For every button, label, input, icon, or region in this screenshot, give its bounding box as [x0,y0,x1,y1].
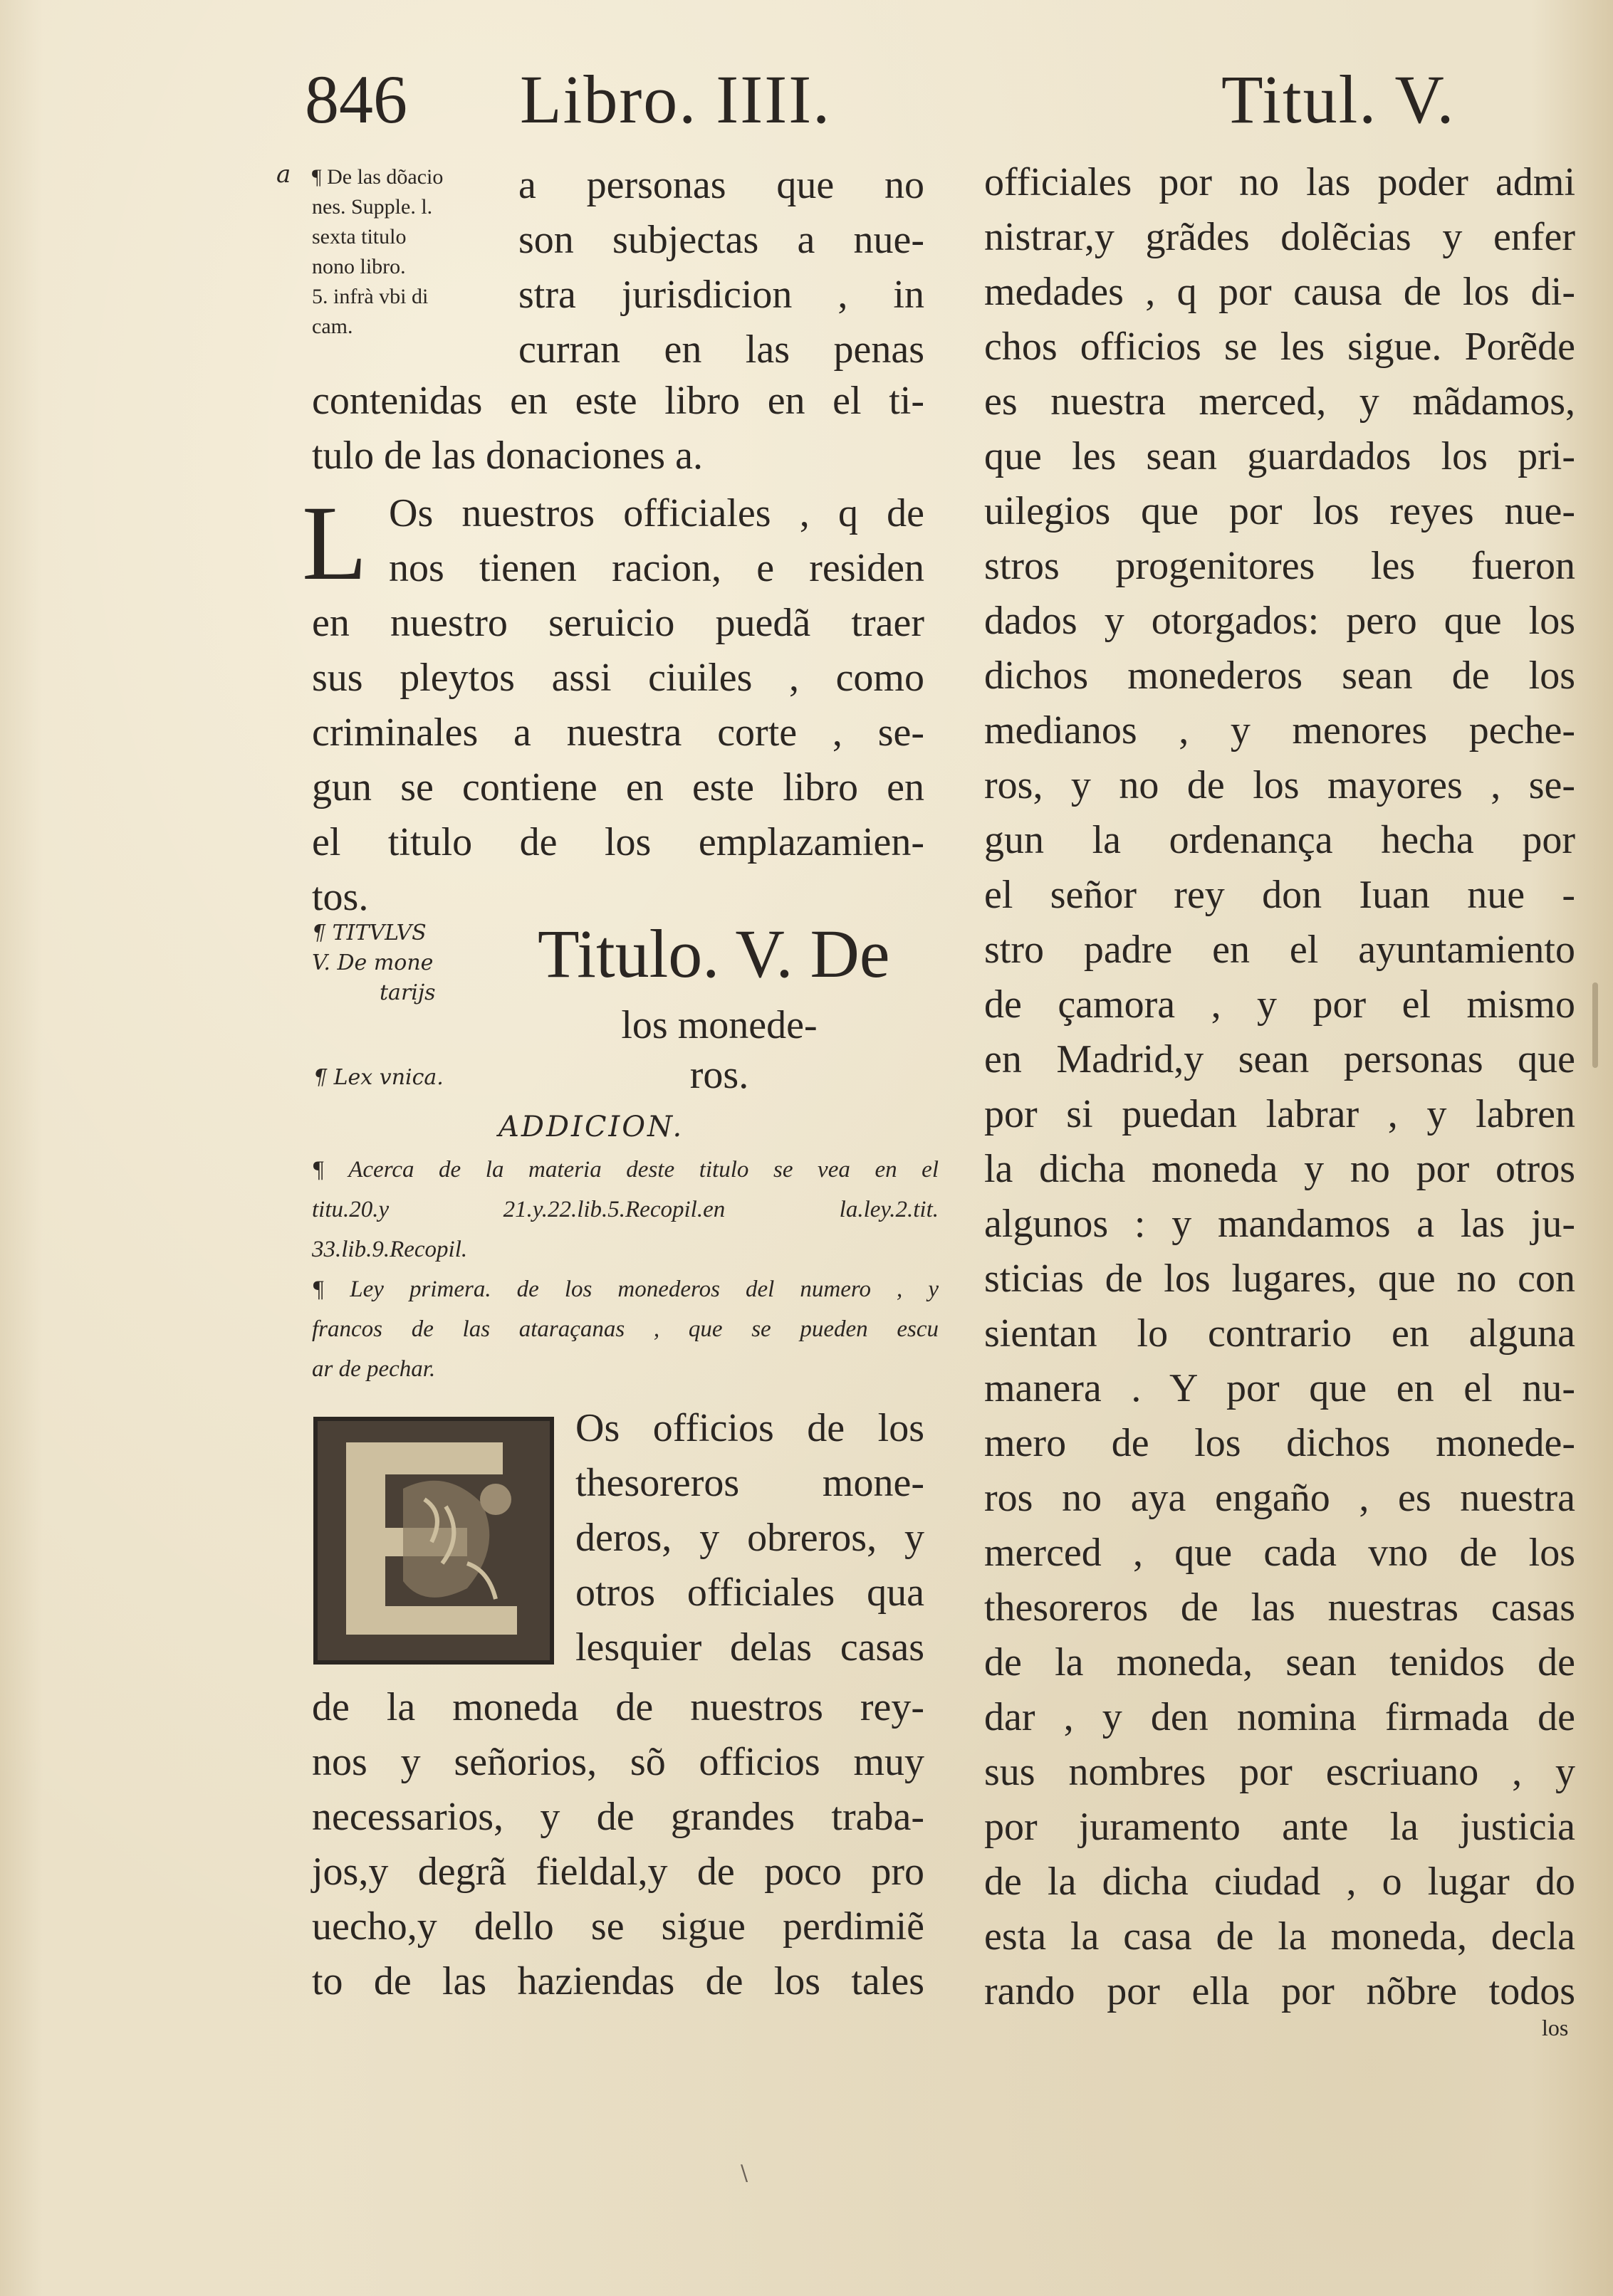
text-line: dichos monederos sean de los [984,654,1575,698]
text-line: otros officiales qua [575,1571,924,1615]
left-paragraph-2 [312,486,924,925]
text-line: chos officios se les sigue. Porẽde [984,325,1575,369]
catchword: los [1542,2015,1569,2040]
left-paragraph-3 [312,1680,924,2009]
text-line: tos. [312,875,369,919]
text-line: esta la casa de la moneda, decla [984,1914,1575,1959]
text-line: merced , que cada vno de los [984,1531,1575,1575]
running-head-title: Titul. V. [1221,61,1456,137]
left-continuation [312,374,924,483]
margin-note-line: cam. [312,315,353,338]
text-line: nistrar,y grãdes dolẽcias y enfer [984,215,1575,259]
text-line: sticias de los lugares, que no con [984,1257,1575,1301]
margin-note-line: nes. Supple. l. [312,195,433,219]
text-line: uilegios que por los reyes nue- [984,489,1575,533]
text-line: de la moneda de nuestros rey- [312,1685,924,1729]
text-line: de çamora , y por el mismo [984,982,1575,1027]
margin-note [312,162,498,342]
text-line: que les sean guardados los pri- [984,434,1575,478]
text-line: necessarios, y de grandes traba- [312,1795,924,1839]
text-line: nos y señorios, sõ officios muy [312,1740,924,1784]
margin-note-line: ¶ TITVLVS [312,921,427,945]
text-line: en nuestro seruicio puedã traer [312,601,924,645]
text-line: el señor rey don Iuan nue - [984,873,1575,917]
text-line: nos tienen racion, e residen [389,546,924,590]
text-line: titu.20.y 21.y.22.lib.5.Recopil.en la.ley.2.tit. [312,1197,939,1222]
text-line: son subjectas a nue- [518,218,924,262]
margin-note-line: ¶ De las dõacio [312,165,444,189]
text-line: stros progenitores les fueron [984,544,1575,588]
text-line: ¶ Ley primera. de los monederos del numero , y [312,1277,939,1302]
text-line: tulo de las donaciones a. [312,434,703,478]
text-line: francos de las ataraçanas , que se pueden escu [312,1316,939,1342]
text-line: stro padre en el ayuntamiento [984,928,1575,972]
text-line: deros, y obreros, y [575,1516,924,1560]
text-line: ¶ Acerca de la materia deste titulo se vea en el [312,1157,939,1183]
text-line: thesoreros mone- [575,1461,924,1505]
text-line: thesoreros de las nuestras casas [984,1585,1575,1630]
text-line: contenidas en este libro en el ti- [312,379,924,423]
page-number: 846 [305,61,407,137]
title-margin-note [312,918,490,1008]
text-line: dados y otorgados: pero que los [984,599,1575,643]
text-line: manera . Y por que en el nu- [984,1366,1575,1410]
addicion-text [312,1150,939,1389]
text-line: stra jurisdicion , in [518,273,924,317]
footnote-mark: a [276,160,291,189]
left-top-text [518,158,924,377]
margin-note-line: sexta titulo [312,225,407,248]
text-line: ros no aya engaño , es nuestra [984,1476,1575,1520]
text-line: uecho,y dello se sigue perdimiẽ [312,1904,924,1949]
text-line: de la moneda, sean tenidos de [984,1640,1575,1684]
subtitle-line: ros. [689,1053,749,1097]
section-subtitle [598,1000,840,1100]
margin-note-line: tarijs [380,980,436,1005]
text-line: a personas que no [518,163,924,207]
text-line: dar , y den nomina firmada de [984,1695,1575,1739]
text-line: mero de los dichos monede- [984,1421,1575,1465]
text-line: ar de pechar. [312,1356,436,1382]
text-line: criminales a nuestra corte , se- [312,711,924,755]
text-line: sus nombres por escriuano , y [984,1750,1575,1794]
subtitle-line: los monede- [621,1003,818,1047]
text-line: Os officios de los [575,1406,924,1450]
text-line: lesquier delas casas [575,1625,924,1669]
drop-capital-l: L [302,484,367,602]
woodcut-initial-image [313,1417,554,1665]
text-line: to de las haziendas de los tales [312,1959,924,2003]
text-line: el titulo de los emplazamien- [312,820,924,864]
text-line: medades , q por causa de los di- [984,270,1575,314]
woodcut-illustration [318,1421,550,1660]
stray-mark: \ [741,2161,748,2186]
text-line: algunos : y mandamos a las ju- [984,1202,1575,1246]
text-line: Os nuestros officiales , q de [389,491,924,535]
margin-note-line: V. De mone [312,950,434,975]
text-line: la dicha moneda y no por otros [984,1147,1575,1191]
left-paragraph-3-short [575,1401,924,1675]
lex-unica-note: ¶ Lex vnica. [313,1065,444,1090]
text-line: gun se contiene en este libro en [312,765,924,809]
text-line: rando por ella por nõbre todos [984,1969,1575,2013]
running-head-book: Libro. IIII. [520,61,832,137]
text-line: de la dicha ciudad , o lugar do [984,1860,1575,1904]
text-line: por juramento ante la justicia [984,1805,1575,1849]
text-line: es nuestra merced, y mãdamos, [984,379,1575,424]
addicion-heading: ADDICION. [498,1111,684,1143]
text-line: officiales por no las poder admi [984,160,1575,204]
text-line: en Madrid,y sean personas que [984,1037,1575,1081]
margin-note-line: 5. infrà vbi di [312,285,429,308]
page-edge-mark [1592,982,1598,1068]
text-line: medianos , y menores peche- [984,708,1575,753]
text-line: 33.lib.9.Recopil. [312,1237,468,1262]
section-title: Titulo. V. De [538,916,890,992]
right-column-text [984,155,1575,2019]
text-line: sus pleytos assi ciuiles , como [312,656,924,700]
text-line: por si puedan labrar , y labren [984,1092,1575,1136]
text-line: ros, y no de los mayores , se- [984,763,1575,807]
margin-note-line: nono libro. [312,255,406,278]
text-line: sientan lo contrario en alguna [984,1311,1575,1356]
text-line: gun la ordenança hecha por [984,818,1575,862]
text-line: jos,y degrã fieldal,y de poco pro [312,1850,924,1894]
text-line: curran en las penas [518,327,924,372]
